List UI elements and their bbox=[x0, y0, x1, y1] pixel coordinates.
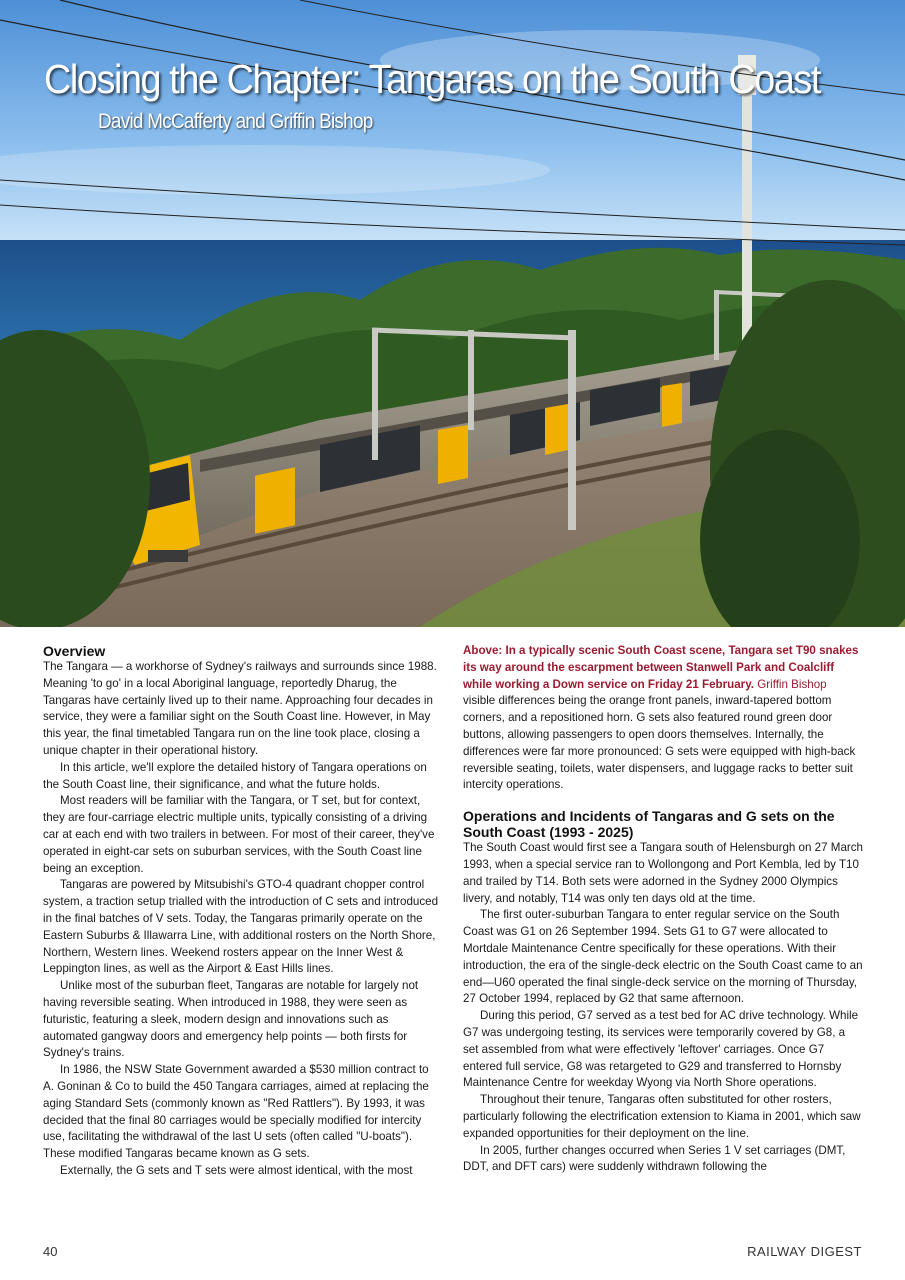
photo-caption bbox=[463, 643, 863, 693]
overview-paragraph-3: Most readers will be familiar with the Tangara, or T set, but for context, they are four-carriage electric multiple units, typically consisting of a driving car at each end with two trailers in between. For most of their career, they've operated in eight-car sets on suburban services, with the South Coast line being an exception. bbox=[43, 794, 435, 875]
overview-paragraph-7: Externally, the G sets and T sets were almost identical, with the most bbox=[60, 1163, 413, 1177]
overview-paragraph-4: Tangaras are powered by Mitsubishi's GTO-4 quadrant chopper control system, a traction setup trialled with the introduction of C sets and introduced in the final batches of V sets. Today, the Tangaras primarily operate on the Eastern Suburbs & Illawarra Line, with additional rosters on the North Shore, Northern, Western lines. Weekend rosters appear on the Inner West & Leppington lines, as well as the Airport & East Hills lines. bbox=[43, 878, 439, 976]
overview-heading: Overview bbox=[43, 643, 106, 659]
left-column bbox=[43, 643, 439, 1180]
operations-paragraph-5: In 2005, further changes occurred when Series 1 V set carriages (DMT, DDT, and DFT cars) were suddenly withdrawn following the bbox=[463, 1143, 846, 1174]
operations-paragraph-2: The first outer-suburban Tangara to enter regular service on the South Coast was G1 on 26 September 1994. Sets G1 to G7 were allocated to Mortdale Maintenance Centre specifically for these operations. With their introduction, the era of the single-deck electric on the South Coast came to an end—U60 operated the final single-deck service on the morning of Thursday, 27 October 1994, replaced by G2 that same afternoon. bbox=[463, 908, 863, 1006]
operations-paragraph-3: During this period, G7 served as a test bed for AC drive technology. While G7 was undergoing testing, its services were temporarily covered by G8, a set assembled from what were effectively 'leftover' carriages. Once G7 entered full service, G8 was retargeted to G29 and transferred to Hornsby Maintenance Centre for weekday Wyong via North Shore operations. bbox=[463, 1009, 859, 1090]
overview-paragraph-6: In 1986, the NSW State Government awarded a $530 million contract to A. Goninan & Co to build the 450 Tangara carriages, aimed at replacing the aging Standard Sets (commonly known as "Red Rattlers"). By 1993, it was decided that the final 80 carriages would be specially modified for intercity use, facilitating the withdrawal of the last U sets (often called "U-boats"). These modified Tangaras became known as G sets. bbox=[43, 1063, 429, 1161]
caption-text: In a typically scenic South Coast scene, Tangara set T90 snakes its way around the escarpment between Stanwell Park and Coalcliff while working a Down service on Friday 21 February. bbox=[463, 644, 859, 691]
article-title: Closing the Chapter: Tangaras on the South Coast bbox=[44, 56, 821, 102]
caption-credit: Griffin Bishop bbox=[754, 677, 827, 691]
caption-label: Above: bbox=[463, 644, 503, 657]
hero-photo bbox=[0, 0, 905, 627]
operations-heading: Operations and Incidents of Tangaras and G sets on the South Coast (1993 - 2025) bbox=[463, 808, 835, 841]
operations-section bbox=[463, 808, 863, 1176]
overview-paragraph-5: Unlike most of the suburban fleet, Tangaras are notable for largely not having reversible seating. When introduced in 1988, they were seen as futuristic, featuring a sleek, modern design and innovations such as automated gangway doors and emergency help points — both firsts for Sydney's trains. bbox=[43, 979, 419, 1060]
operations-paragraph-1: The South Coast would first see a Tangara south of Helensburgh on 27 March 1993, when a special service ran to Wollongong and Port Kembla, led by T10 and trailed by T14. Both sets were adorned in the Sydney 2000 Olympics livery, and notably, T14 was only ten days old at the time. bbox=[463, 841, 864, 905]
operations-paragraph-4: Throughout their tenure, Tangaras often substituted for other rosters, particularly following the electrification extension to Kiama in 2001, which saw expanded opportunities for their deployment on the line. bbox=[463, 1093, 861, 1140]
article-byline: David McCafferty and Griffin Bishop bbox=[98, 110, 373, 133]
publication-name: RAILWAY DIGEST bbox=[747, 1244, 862, 1259]
page-number: 40 bbox=[43, 1244, 58, 1259]
right-column bbox=[463, 643, 863, 1176]
overview-paragraph-1: The Tangara — a workhorse of Sydney's railways and surrounds since 1988. Meaning 'to go' in a local Aboriginal language, reportedly Dharug, the Tangaras have certainly lived up to their name. Approaching four decades in service, they were a familiar sight on the South Coast line. However, in May this year, the final timetabled Tangara run on the line took place, closing a unique chapter in their operational history. bbox=[43, 660, 437, 757]
continuation-paragraph: visible differences being the orange front panels, inward-tapered bottom corners, and a repositioned horn. G sets also featured round green door buttons, allowing passengers to open doors themselves. Internally, the differences were far more pronounced: G sets were equipped with high-back reversible seating, toilets, water dispensers, and luggage racks to better suit intercity operations. bbox=[463, 694, 856, 792]
overview-paragraph-2: In this article, we'll explore the detailed history of Tangara operations on the South Coast line, their significance, and what the future holds. bbox=[43, 760, 427, 791]
